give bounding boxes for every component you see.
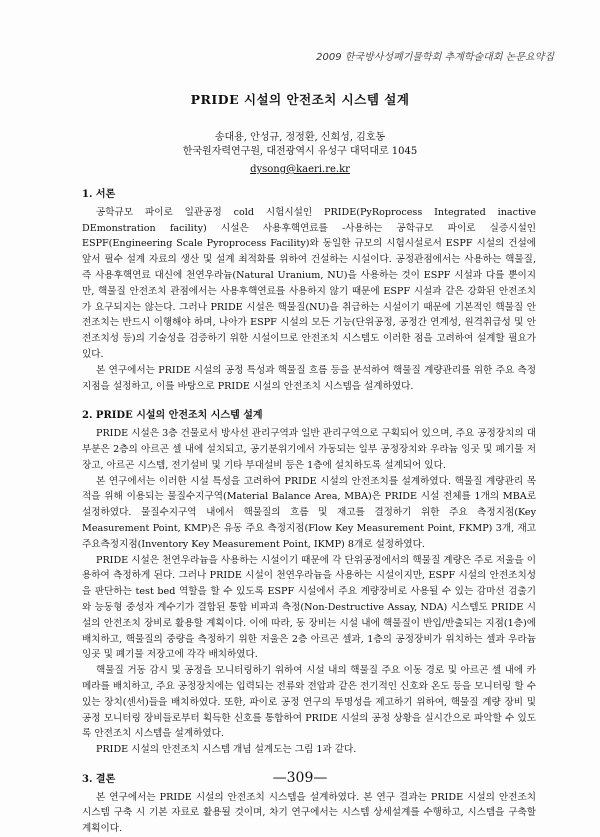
- paragraph: 핵물질 거동 감시 및 공정을 모니터링하기 위하여 시설 내의 핵물질 주요 이동 경로 및 아르곤 셀 내에 카메라를 배치하고, 주요 공정장치에는 입력되는 전류와 전압과 같은 전기적인 신호와 온도 등을 모니터링 할 수 있는 장치(센서)들을 배치하였다. 또한, 파이로 공정 연구의 투명성을 제고하기 위하여, 핵물질 계량 장비 및 공정 모니터링 장비들로부터 획득한 신호를 통합하여 PRIDE 시설의 공정 상황을 실시간으로 파악할 수 있도록 안전조치 시스템을 설계하였다.: [82, 665, 536, 740]
- section-introduction: [82, 187, 536, 394]
- paragraph: 본 연구에서는 PRIDE 시설의 공정 특성과 핵물질 흐름 등을 분석하여 핵물질 계량관리를 위한 주요 측정지점을 설정하고, 이를 바탕으로 PRIDE 시설의 안전조치 시스템을 설계하였다.: [82, 364, 536, 392]
- section-heading: 2. PRIDE 시설의 안전조치 시스템 설계: [82, 410, 263, 422]
- section-heading: 1. 서론: [82, 189, 116, 200]
- paragraph: PRIDE 시설은 천연우라늄을 사용하는 시설이기 때문에 각 단위공정에서의 핵물질 계량은 주로 저울을 이용하여 측정하게 된다. 그러나 PRIDE 시설이 천연우라늄을 사용하는 시설이지만, ESPF 시설의 안전조치성을 판단하는 test bed 역할을 할 수 있도록 ESPF 시설에서 주요 계량장비로 사용될 수 있는 감마선 검출기와 능동형 중성자 계수기가 결합된 통합 비파괴 측정(Non-Destructive Assay, NDA) 시스템도 PRIDE 시설의 안전조치 장비로 활용할 계획이다. 이에 따라, 동 장비는 시설 내에 핵물질이 반입/반출되는 지점(1층)에 배치하고, 핵물질의 중량을 측정하기 위한 저울은 2층 아르곤 셀과, 1층의 공정장비가 위치하는 셀과 우라늄 잉곳 및 폐기물 저장고에 각각 배치하였다.: [82, 554, 536, 661]
- contact-email: dysong@kaeri.re.kr: [250, 164, 350, 175]
- paragraph: 본 연구에서는 PRIDE 시설의 안전조치 시스템을 설계하였다. 본 연구 결과는 PRIDE 시설의 안전조치 시스템 구축 시 기본 자료로 활용될 것이며, 차기 연구에서는 시스템 상세설계를 수행하고, 시스템을 구축할 계획이다.: [82, 791, 536, 835]
- paragraph: PRIDE 시설은 3층 건물로서 방사선 관리구역과 일반 관리구역으로 구획되어 있으며, 주요 공정장치의 대부분은 2층의 아르곤 셀 내에 설치되고, 공기분위기에서 가동되는 일부 공정장치와 우라늄 잉곳 및 폐기물 저장고, 아르곤 시스템, 전기설비 및 기타 부대설비 등은 1층에 설치하도록 설계되어 있다.: [82, 428, 536, 471]
- paragraph: 본 연구에서는 이러한 시설 특성을 고려하여 PRIDE 시설의 안전조치를 설계하였다. 핵물질 계량관리 목적을 위해 이용되는 물질수지구역(Material Balance Area, MBA)은 PRIDE 시설 전체를 1개의 MBA로 설정하였다. 물질수지구역 내에서 핵물질의 흐름 및 재고를 결정하기 위한 주요 측정지점(Key Measurement Point, KMP)은 유동 주요 측정지점(Flow Key Measurement Point, FKMP) 3개, 재고 주요측정지점(Inventory Key Measurement Point, IKMP) 8개로 설정하였다.: [82, 475, 536, 550]
- paper-title: PRIDE 시설의 안전조치 시스템 설계: [190, 92, 410, 107]
- author-list: 송대용, 안성규, 정정환, 신희성, 김호동: [214, 132, 386, 143]
- section-heading: 3. 결론: [82, 773, 116, 785]
- paragraph: 공학규모 파이로 일관공정 cold 시험시설인 PRIDE(PyRoprocess Integrated inactive DEmonstration facility) 시설은 사용후핵연료를 -사용하는 공학규모 파이로 실증시설인 ESPF(Engineering Scale Pyroprocess Facility)와 동일한 규모의 시험시설로서 ESPF 시설의 건설에 앞서 필수 설계 자료의 생산 및 설계 최적화를 위하여 건설하는 시설이다. 공정관점에서는 사용하는 핵물질, 즉 사용후핵연료 대신에 천연우라늄(Natural Uranium, NU)을 사용하는 것이 ESPF 시설과 다를 뿐이지만, 핵물질 안전조치 관점에서는 사용후핵연료를 사용하지 않기 때문에 ESPF 시설과 같은 강화된 안전조치가 요구되지는 않는다. 그러나 PRIDE 시설은 핵물질(NU)을 취급하는 시설이기 때문에 기본적인 핵물질 안전조치는 반드시 이행해야 하며, 나아가 ESPF 시설의 모든 기능(단위공정, 공정간 연계성, 원격취급성 및 안전조치성 등)의 기술성을 검증하기 위한 시설이므로 안전조치 시스템도 이러한 점을 고려하여 설계할 필요가 있다.: [82, 206, 536, 360]
- page-number: —309—: [272, 770, 328, 786]
- paragraph: PRIDE 시설의 안전조치 시스템 개념 설계도는 그림 1과 같다.: [96, 744, 357, 756]
- paper-body: [82, 187, 536, 837]
- conference-header: 2009 한국방사성폐기물학회 추계학술대회 논문요약집: [316, 52, 554, 63]
- section-design: [82, 408, 536, 758]
- affiliation: 한국원자력연구원, 대전광역시 유성구 대덕대로 1045: [182, 146, 418, 157]
